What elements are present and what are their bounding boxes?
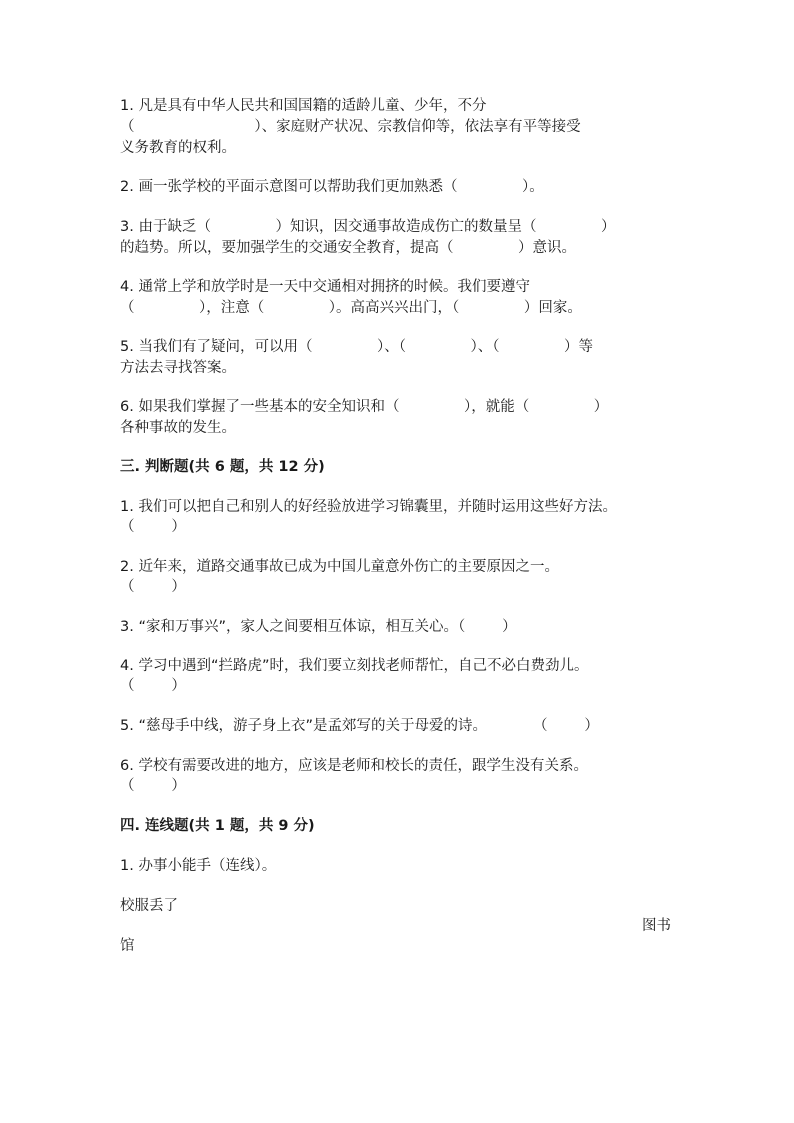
judge-q1-answer: （ ） — [120, 519, 186, 535]
fill-q4-line1: 4. 通常上学和放学时是一天中交通相对拥挤的时候。我们要遵守 — [120, 279, 530, 295]
match-right-item-part1: 图书 — [642, 918, 671, 934]
judge-q2-answer: （ ） — [120, 579, 186, 595]
judge-q6-answer: （ ） — [120, 778, 186, 794]
fill-q6-line2: 各种事故的发生。 — [120, 420, 236, 436]
judge-q2-line1: 2. 近年来，道路交通事故已成为中国儿童意外伤亡的主要原因之一。 — [120, 559, 559, 575]
fill-q1-line2: （ ）、家庭财产状况、宗教信仰等，依法享有平等接受 — [120, 119, 581, 135]
judge-q3-line1: 3. “家和万事兴”，家人之间要相互体谅，相互关心。（ ） — [120, 619, 517, 635]
fill-q2-line1: 2. 画一张学校的平面示意图可以帮助我们更加熟悉（ ）。 — [120, 179, 544, 195]
fill-q4-line2: （ ），注意（ ）。高高兴兴出门，（ ）回家。 — [120, 300, 582, 316]
judge-q5-line1: 5. “慈母手中线，游子身上衣”是孟郊写的关于母爱的诗。 （ ） — [120, 718, 599, 734]
match-right-item-part2: 馆 — [120, 938, 135, 954]
match-left-item: 校服丢了 — [120, 898, 178, 914]
section4-heading: 四. 连线题(共 1 题，共 9 分) — [120, 818, 315, 834]
fill-q3-line2: 的趋势。所以，要加强学生的交通安全教育，提高（ ）意识。 — [120, 240, 577, 256]
section3-heading: 三. 判断题(共 6 题，共 12 分) — [120, 459, 325, 475]
fill-q3-line1: 3. 由于缺乏（ ）知识，因交通事故造成伤亡的数量呈（ ） — [120, 219, 616, 235]
match-q1: 1. 办事小能手（连线）。 — [120, 858, 277, 874]
fill-q1-line3: 义务教育的权利。 — [120, 140, 236, 156]
fill-q5-line1: 5. 当我们有了疑问，可以用（ ）、（ ）、（ ）等 — [120, 339, 594, 355]
judge-q4-answer: （ ） — [120, 678, 186, 694]
judge-q6-line1: 6. 学校有需要改进的地方，应该是老师和校长的责任，跟学生没有关系。 — [120, 758, 588, 774]
fill-q1-line1: 1. 凡是具有中华人民共和国国籍的适龄儿童、少年，不分 — [120, 98, 487, 114]
fill-q5-line2: 方法去寻找答案。 — [120, 360, 236, 376]
judge-q4-line1: 4. 学习中遇到“拦路虎”时，我们要立刻找老师帮忙，自己不必白费劲儿。 — [120, 658, 589, 674]
judge-q1-line1: 1. 我们可以把自己和别人的好经验放进学习锦囊里，并随时运用这些好方法。 — [120, 499, 617, 515]
fill-q6-line1: 6. 如果我们掌握了一些基本的安全知识和（ ），就能（ ） — [120, 399, 609, 415]
